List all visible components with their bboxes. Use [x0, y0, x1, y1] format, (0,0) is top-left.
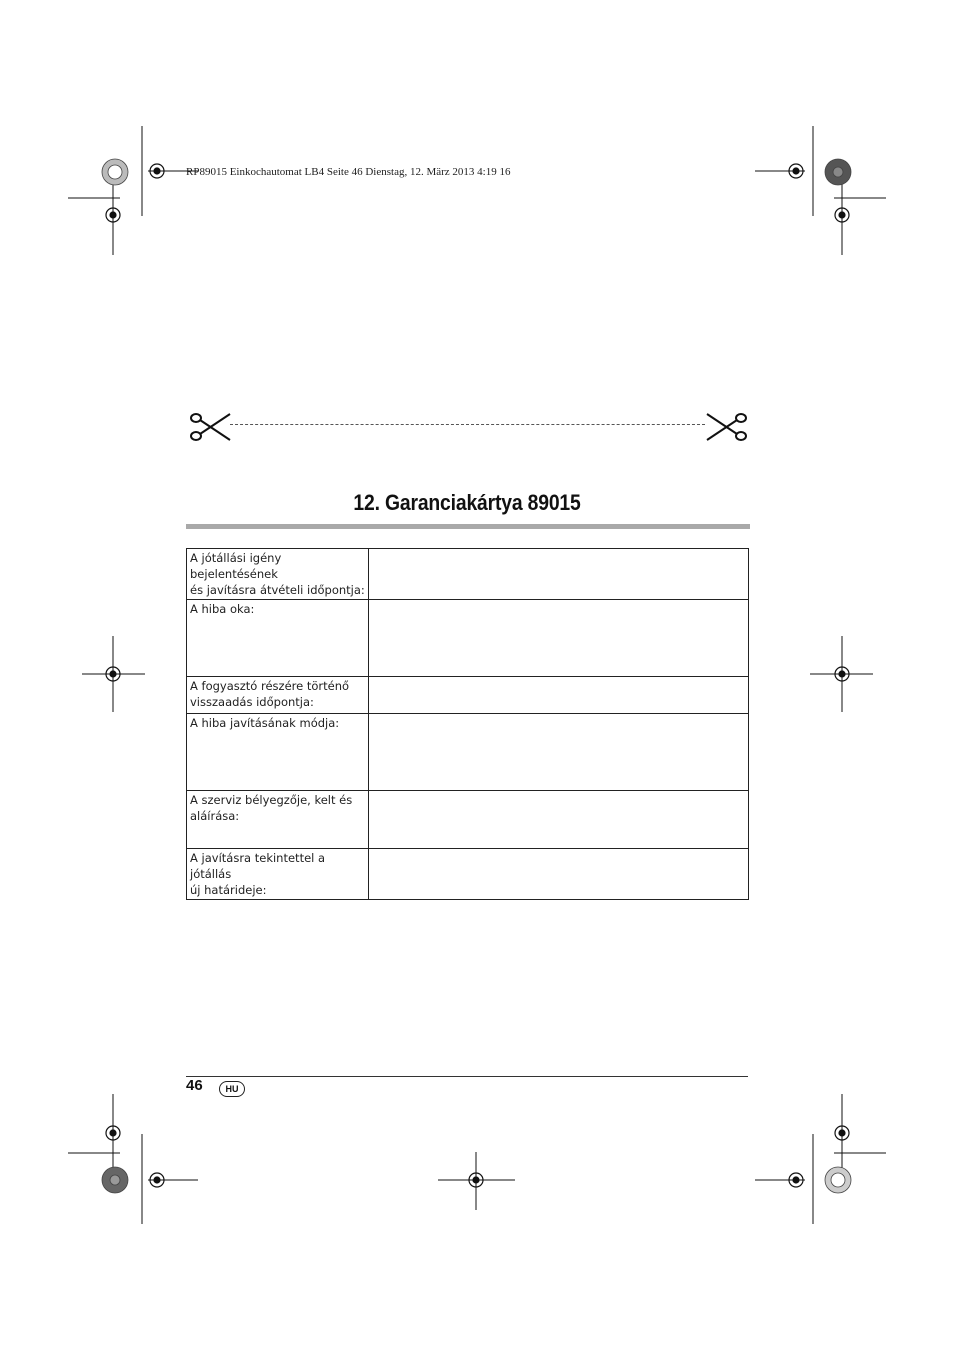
table-row — [187, 791, 749, 849]
page-number: 46 — [186, 1077, 203, 1094]
row-label: A jótállási igény bejelentésének és javításra átvételi időpontja: — [187, 549, 369, 600]
page-title: 12. Garanciakártya 89015 — [353, 490, 581, 515]
row-label: A hiba oka: — [187, 600, 369, 677]
scissors-icon — [188, 410, 232, 444]
table-row — [187, 549, 749, 600]
row-label: A hiba javításának módja: — [187, 714, 369, 791]
table-row — [187, 600, 749, 677]
entry-field[interactable] — [369, 791, 749, 849]
entry-field[interactable] — [369, 849, 749, 900]
row-label: A fogyasztó részére történő visszaadás időpontja: — [187, 677, 369, 714]
entry-field[interactable] — [369, 549, 749, 600]
warranty-card-table — [186, 548, 749, 900]
scissors-icon — [705, 410, 749, 444]
row-label: A szerviz bélyegzője, kelt és aláírása: — [187, 791, 369, 849]
title-rule — [186, 524, 750, 529]
table-row — [187, 849, 749, 900]
language-badge: HU — [219, 1081, 245, 1097]
table-row — [187, 714, 749, 791]
entry-field[interactable] — [369, 714, 749, 791]
entry-field[interactable] — [369, 600, 749, 677]
footer-rule — [186, 1076, 748, 1077]
entry-field[interactable] — [369, 677, 749, 714]
print-header: RP89015 Einkochautomat LB4 Seite 46 Dienstag, 12. März 2013 4:19 16 — [186, 166, 511, 178]
table-row — [187, 677, 749, 714]
row-label: A javításra tekintettel a jótállás új határideje: — [187, 849, 369, 900]
cut-line — [230, 424, 705, 425]
